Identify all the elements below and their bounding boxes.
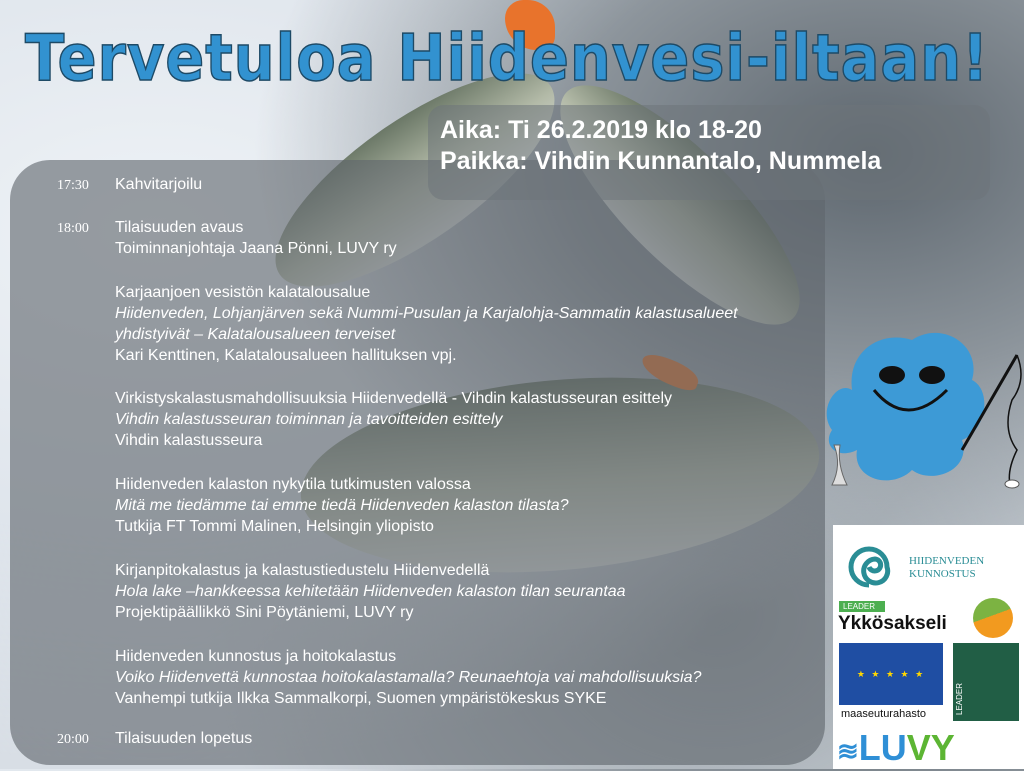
luvy-waves-icon: ≋ [837,736,859,766]
agenda-item-speaker: Vihdin kalastusseura [115,432,263,449]
leader-emblem [953,643,1019,721]
agenda-item-title: Tilaisuuden avaus [115,219,244,236]
event-info-box [428,105,990,200]
agenda-time: 18:00 [57,221,89,236]
agenda-item-speaker: Toiminnanjohtaja Jaana Pönni, LUVY ry [115,240,397,257]
ykkosakseli-emblem-icon [973,598,1013,638]
agenda-item-title: Kirjanpitokalastus ja kalastustiedustelu Hiidenvedellä [115,562,490,579]
leader-vertical-text: LEADER [955,682,964,715]
agenda-item-description: Voiko Hiidenvettä kunnostaa hoitokalastamalla? Reunaehtoja vai mahdollisuuksia? [115,669,702,686]
leader-tag: LEADER [839,601,885,612]
ykkosakseli-logo: Ykkösakseli [838,613,947,634]
agenda-time: 17:30 [57,178,89,193]
event-place: Paikka: Vihdin Kunnantalo, Nummela [440,147,882,175]
agenda-item-speaker: Kari Kenttinen, Kalatalousalueen hallituksen vpj. [115,347,457,364]
agenda-item-title: Hiidenveden kalaston nykytila tutkimusten valossa [115,476,471,493]
luvy-logo [837,728,955,771]
agenda-item-speaker: Vanhempi tutkija Ilkka Sammalkorpi, Suomen ympäristökeskus SYKE [115,690,607,707]
luvy-vy: VY [906,727,955,768]
agenda-item-description: Hiidenveden, Lohjanjärven sekä Nummi-Pusulan ja Karjalohja-Sammatin kalastusalueet [115,305,738,322]
luvy-lu: LU [858,727,907,768]
hiidenveden-kunnostus-text [909,555,984,581]
logo-text: KUNNOSTUS [909,568,976,580]
agenda-item-speaker: Projektipäällikkö Sini Pöytäniemi, LUVY ry [115,604,414,621]
eu-maaseuturahasto: maaseuturahasto [841,708,926,720]
hiidenveden-kunnostus-logo-icon [847,545,891,589]
agenda-item-description: Vihdin kalastusseuran toiminnan ja tavoitteiden esittely [115,411,503,428]
event-time: Aika: Ti 26.2.2019 klo 18-20 [440,116,762,144]
agenda-item-speaker: Tutkija FT Tommi Malinen, Helsingin yliopisto [115,518,434,535]
agenda-item-description: Hola lake –hankkeessa kehitetään Hiidenveden kalaston tilan seurantaa [115,583,626,600]
agenda-item-title: Karjaanjoen vesistön kalatalousalue [115,284,371,301]
agenda-item-title: Virkistyskalastusmahdollisuuksia Hiidenvedellä - Vihdin kalastusseuran esittely [115,390,673,407]
agenda-time: 20:00 [57,732,89,747]
agenda-item-title: Tilaisuuden lopetus [115,730,253,747]
logo-text: HIIDENVEDEN [909,555,985,567]
eu-flag-icon: ★ ★ ★ ★ ★ [839,643,943,705]
mascot-fisher-icon [812,320,1024,490]
agenda-item-title: Hiidenveden kunnostus ja hoitokalastus [115,648,397,665]
sponsor-logos [833,525,1024,769]
page-title: Tervetuloa Hiidenvesi-iltaan! [25,22,990,96]
agenda-item-description: yhdistyivät – Kalatalousalueen terveiset [115,326,396,343]
agenda-item-description: Mitä me tiedämme tai emme tiedä Hiidenveden kalaston tilasta? [115,497,569,514]
agenda-item-title: Kahvitarjoilu [115,176,203,193]
